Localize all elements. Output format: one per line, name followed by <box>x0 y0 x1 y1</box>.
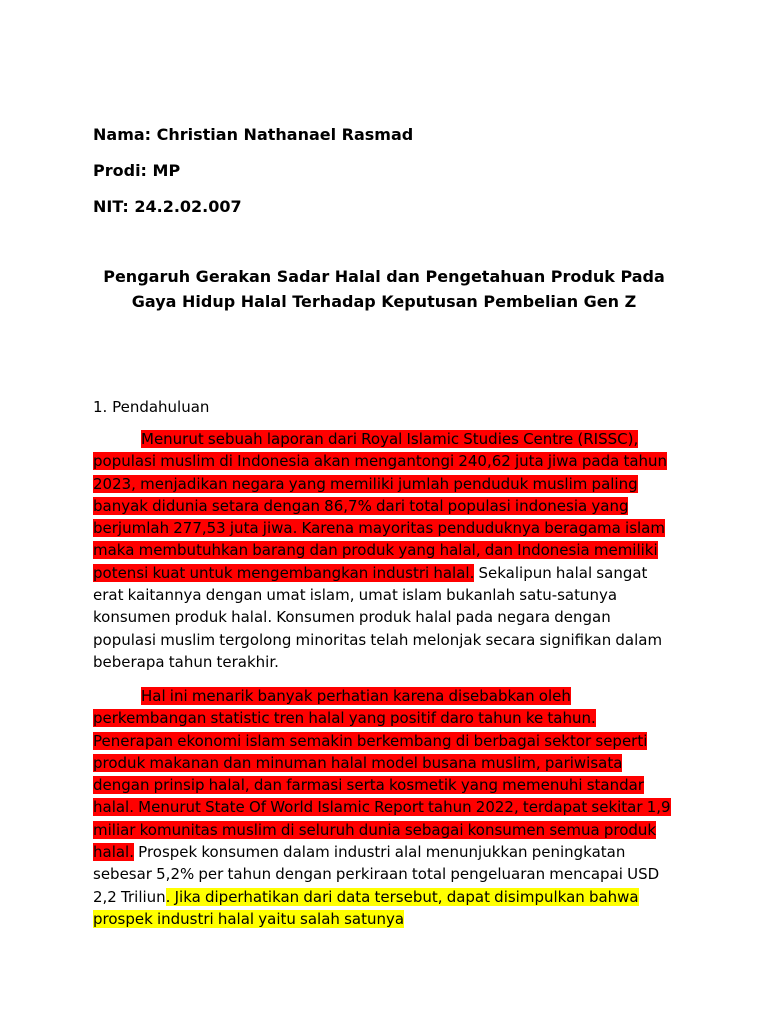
paragraph-2-red-highlight: Hal ini menarik banyak perhatian karena disebabkan oleh perkembangan statistic tren halal yang positif daro tahun ke tahun. Penerapan ekonomi islam semakin berkembang di berbagai sektor seperti produk makanan dan minuman halal model busana muslim, pariwisata dengan prinsip halal, dan farmasi serta kosmetik yang memenuhi standar halal. Menurut State Of World Islamic Report tahun 2022, terdapat sekitar 1,9 miliar komunitas muslim di seluruh dunia sebagai konsumen semua produk halal. <box>93 687 671 862</box>
paragraph-1 <box>93 428 677 673</box>
paragraph-2-plain-text: Prospek konsumen dalam industri alal menunjukkan peningkatan sebesar 5,2% per tahun dengan perkiraan total pengeluaran mencapai USD 2,2 Triliun <box>93 843 660 906</box>
section-heading: 1. Pendahuluan <box>93 398 210 416</box>
paragraph-1-plain-text: Sekalipun halal sangat erat kaitannya dengan umat islam, umat islam bukanlah satu-satunya konsumen produk halal. Konsumen produk halal pada negara dengan populasi muslim tergolong minoritas telah melonjak secara signifikan dalam beberapa tahun terakhir. <box>93 563 663 671</box>
paragraph-2-yellow-highlight: . Jika diperhatikan dari data tersebut, dapat disimpulkan bahwa prospek industri halal yaitu salah satunya <box>93 887 639 928</box>
student-id: NIT: 24.2.02.007 <box>93 197 242 216</box>
paragraph-1-red-highlight: Menurut sebuah laporan dari Royal Islamic Studies Centre (RISSC), populasi muslim di Indonesia akan mengantongi 240,62 juta jiwa pada tahun 2023, menjadikan negara yang memiliki jumlah penduduk muslim paling banyak didunia setara dengan 86,7% dari total populasi indonesia yang berjumlah 277,53 juta jiwa. Karena mayoritas penduduknya beragama islam maka membutuhkan barang dan produk yang halal, dan Indonesia memiliki potensi kuat untuk mengembangkan industri halal. <box>93 430 668 582</box>
study-program: Prodi: MP <box>93 161 181 180</box>
student-name: Nama: Christian Nathanael Rasmad <box>93 125 414 144</box>
paragraph-2 <box>93 685 677 930</box>
document-title: Pengaruh Gerakan Sadar Halal dan Pengetahuan Produk Pada Gaya Hidup Halal Terhadap Keputusan Pembelian Gen Z <box>103 267 665 311</box>
